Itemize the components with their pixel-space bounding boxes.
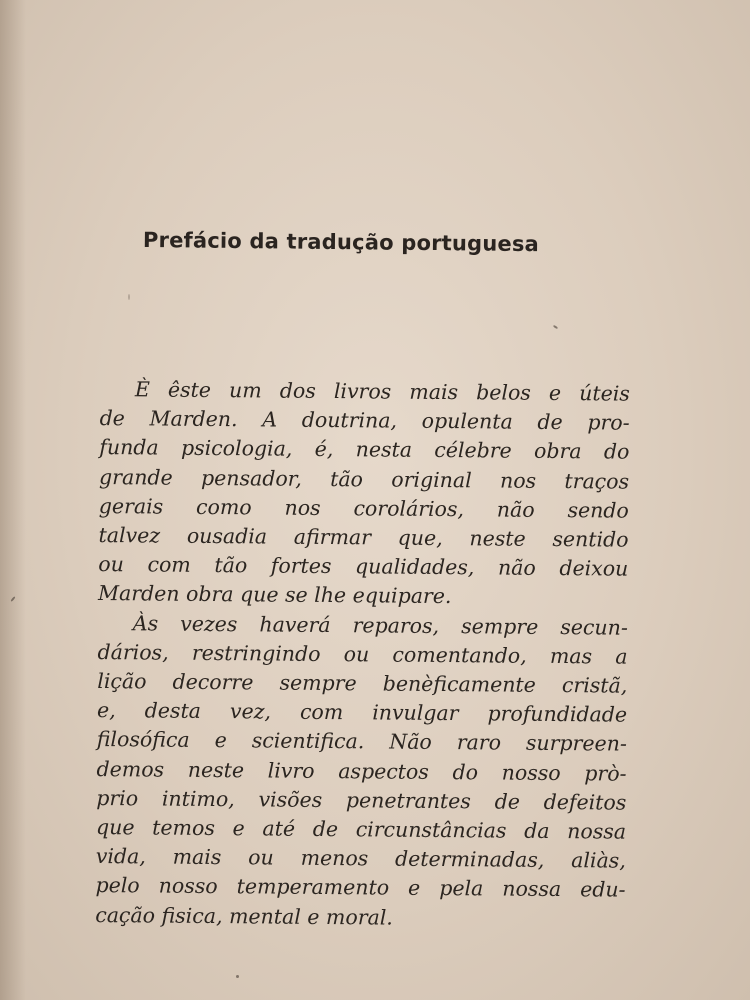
text-line: lição decorre sempre benèficamente cristã, — [97, 669, 628, 698]
text-line: funda psicologia, é, nesta célebre obra do — [99, 435, 630, 465]
paper-speck — [553, 325, 558, 330]
text-line: que temos e até de circunstâncias da nossa — [95, 815, 627, 844]
text-line: e, desta vez, com invulgar profundidade — [96, 698, 628, 727]
text-line: gerais como nos corolários, não sendo — [98, 493, 629, 523]
text-line: ou com tão fortes qualidades, não deixou — [98, 552, 629, 581]
text-line: grande pensador, tão original nos traços — [99, 464, 630, 494]
text-line: talvez ousadia afirmar que, neste sentido — [98, 523, 629, 552]
text-line: È êste um dos livros mais belos e úteis — [134, 377, 630, 406]
text-line: dários, restringindo ou comentando, mas a — [97, 639, 628, 669]
text-line: cação fisica, mental e moral. — [95, 902, 393, 930]
paper-speck — [236, 975, 239, 978]
paper-speck — [128, 294, 130, 300]
paragraph-2 — [95, 609, 628, 935]
page-edge-shadow — [0, 0, 26, 1000]
text-line: demos neste livro aspectos do nosso prò- — [96, 756, 627, 786]
text-line: filosófica e scientifica. Não raro surpreen- — [96, 727, 627, 757]
text-line: pelo nosso temperamento e pela nossa edu- — [95, 873, 626, 903]
page-title: Prefácio da tradução portuguesa — [142, 228, 540, 257]
preface-body — [95, 375, 630, 934]
paragraph-1 — [98, 375, 630, 613]
text-line: prio intimo, visões penetrantes de defeitos — [96, 785, 627, 815]
text-line: de Marden. A doutrina, opulenta de pro- — [99, 406, 630, 435]
text-line: vida, mais ou menos determinadas, aliàs, — [95, 844, 626, 873]
text-line: Marden obra que se lhe equipare. — [97, 581, 452, 609]
text-line: Às vezes haverá reparos, sempre secun- — [132, 610, 628, 640]
